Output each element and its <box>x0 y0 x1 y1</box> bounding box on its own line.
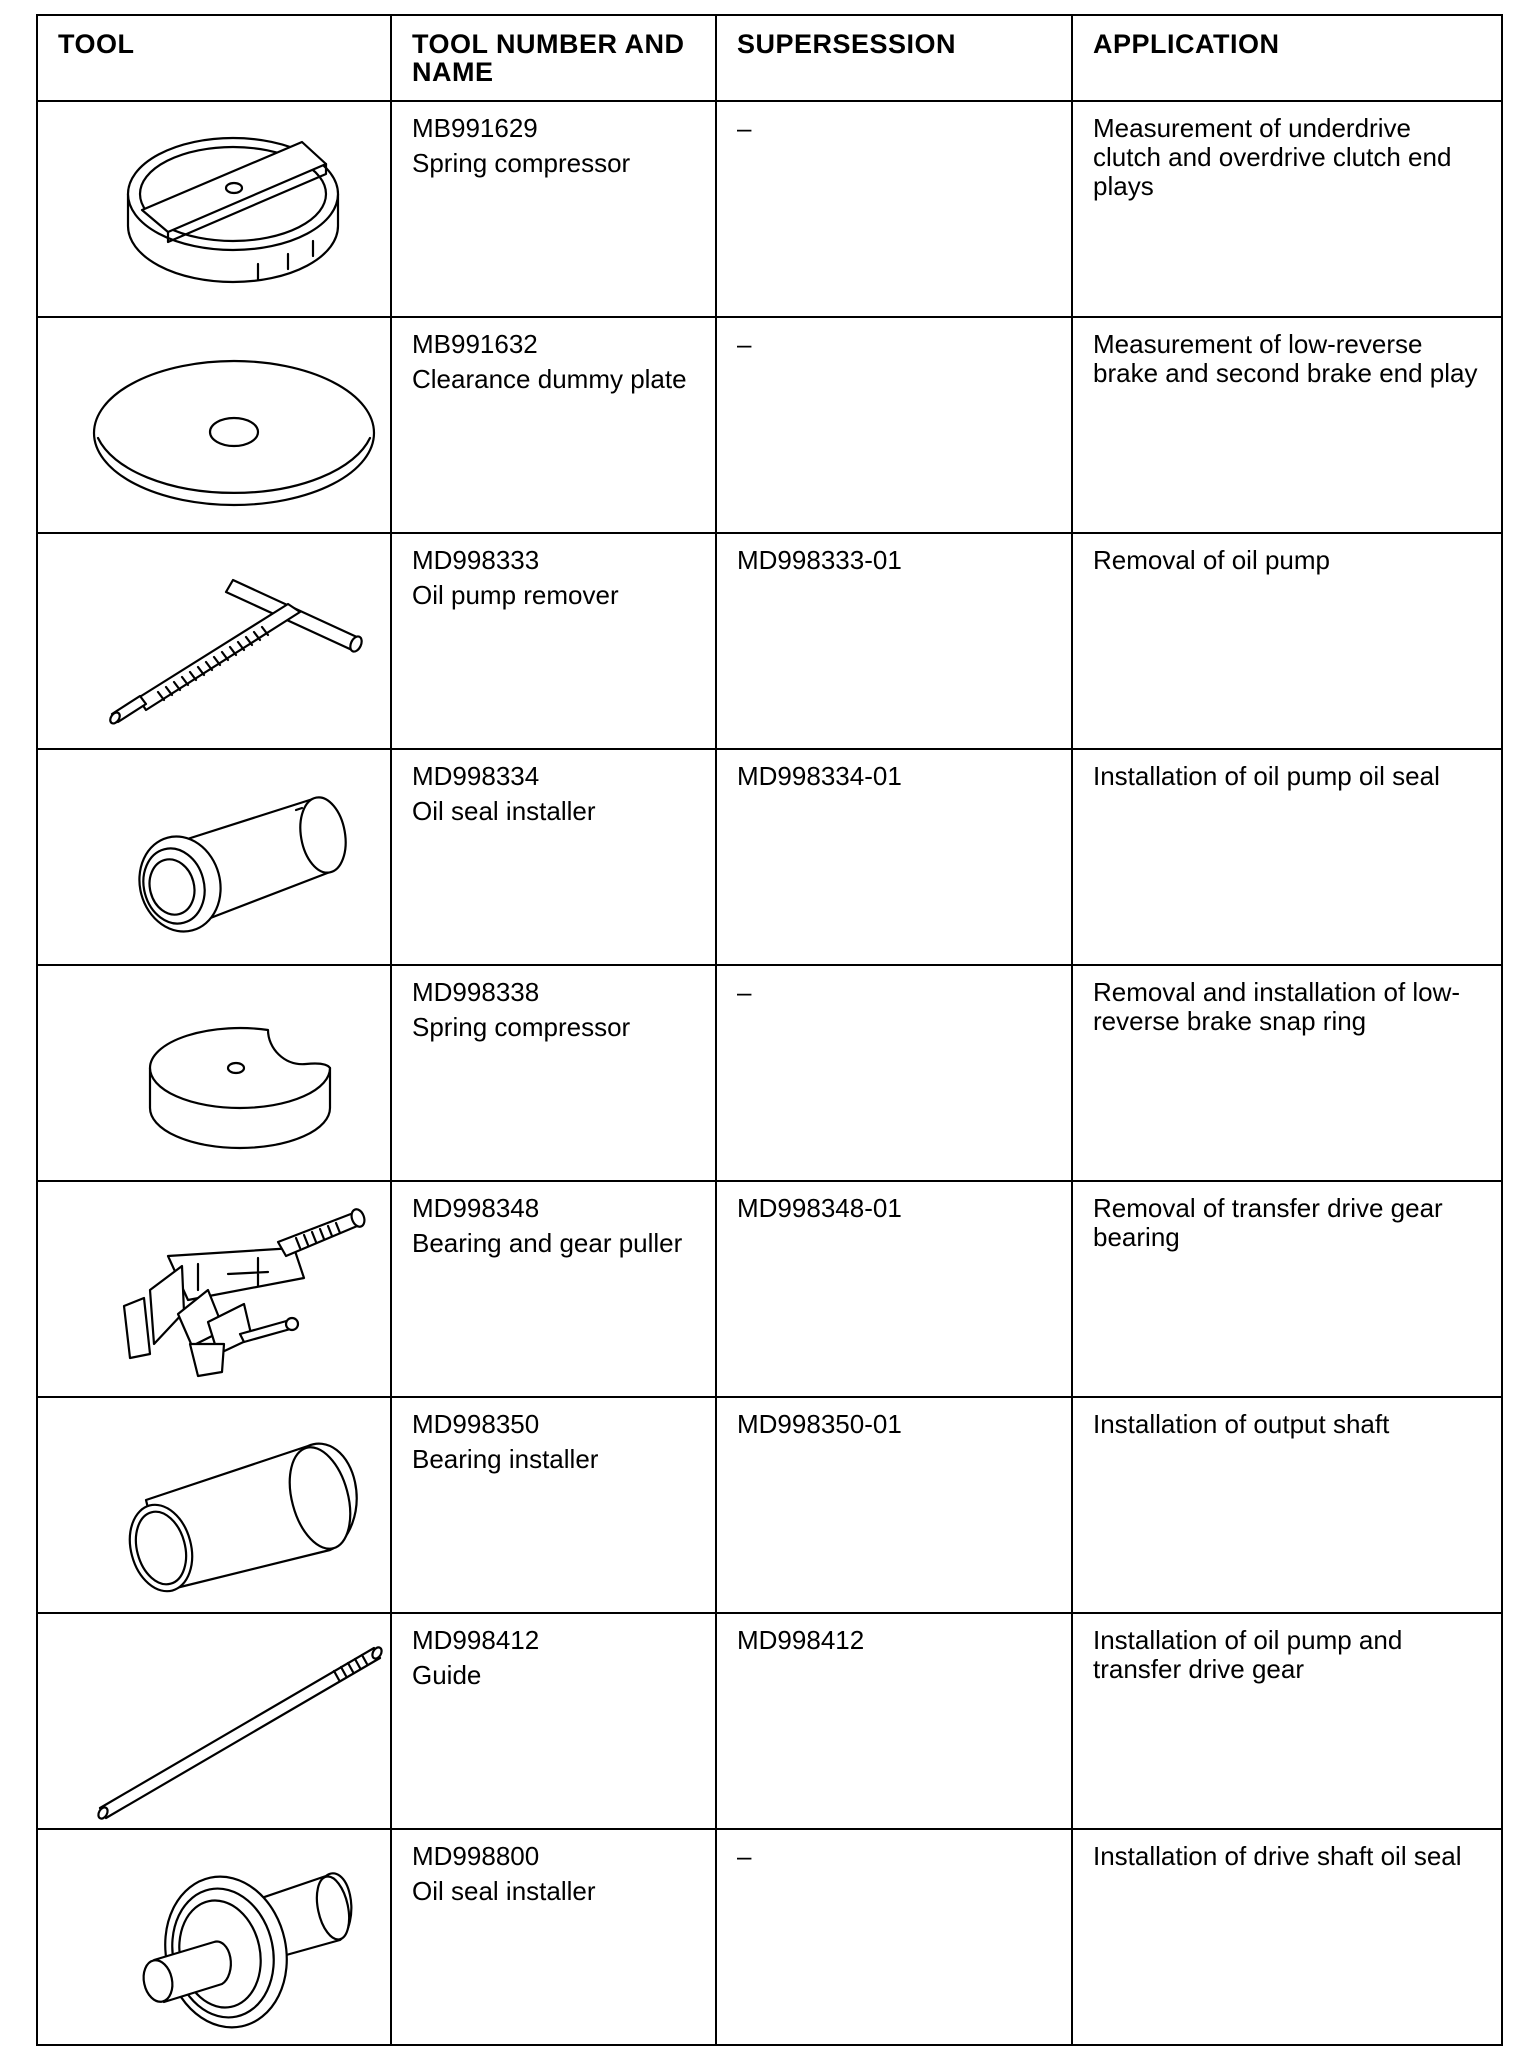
tool-image-cell <box>37 1829 391 2045</box>
tool-image-cell <box>37 317 391 533</box>
tool-number: MB991632 <box>412 329 538 359</box>
tool-name: Spring compressor <box>412 148 631 179</box>
supersession: MD998350-01 <box>716 1397 1072 1613</box>
header-supersession: SUPERSESSION <box>716 15 1072 101</box>
special-tools-table <box>36 14 1503 2046</box>
table-row <box>37 1181 1502 1397</box>
spring-compressor-ring-icon <box>58 114 410 316</box>
table-row <box>37 533 1502 749</box>
supersession: – <box>716 101 1072 317</box>
header-tool-number-and-name: TOOL NUMBER AND NAME <box>391 15 716 101</box>
table-row <box>37 1613 1502 1829</box>
supersession: MD998348-01 <box>716 1181 1072 1397</box>
tool-image-cell <box>37 533 391 749</box>
tool-name: Oil seal installer <box>412 1876 596 1907</box>
table-row <box>37 1397 1502 1613</box>
application: Removal of transfer drive gear bearing <box>1072 1181 1502 1397</box>
application: Removal of oil pump <box>1072 533 1502 749</box>
tool-number: MD998412 <box>412 1625 540 1655</box>
supersession: MD998412 <box>716 1613 1072 1829</box>
tool-number: MD998350 <box>412 1409 540 1439</box>
application: Installation of drive shaft oil seal <box>1072 1829 1502 2045</box>
bearing-gear-puller-icon <box>58 1194 410 1396</box>
tool-name: Oil pump remover <box>412 580 619 611</box>
tool-name: Bearing and gear puller <box>412 1228 683 1259</box>
table-row <box>37 101 1502 317</box>
tool-number: MD998334 <box>412 761 540 791</box>
tool-name: Spring compressor <box>412 1012 631 1043</box>
drive-shaft-seal-installer-icon <box>58 1842 410 2044</box>
application: Measurement of underdrive clutch and overdrive clutch end plays <box>1072 101 1502 317</box>
tool-image-cell <box>37 965 391 1181</box>
application: Installation of oil pump and transfer drive gear <box>1072 1613 1502 1829</box>
supersession: MD998334-01 <box>716 749 1072 965</box>
tool-name: Clearance dummy plate <box>412 364 687 395</box>
tool-image-cell <box>37 749 391 965</box>
clearance-dummy-plate-icon <box>58 330 410 532</box>
supersession: MD998333-01 <box>716 533 1072 749</box>
tool-image-cell <box>37 1397 391 1613</box>
application: Measurement of low-reverse brake and second brake end play <box>1072 317 1502 533</box>
application: Installation of oil pump oil seal <box>1072 749 1502 965</box>
table-row <box>37 317 1502 533</box>
header-row <box>37 15 1502 101</box>
tool-number: MD998800 <box>412 1841 540 1871</box>
guide-rod-icon <box>58 1626 410 1828</box>
spring-compressor-cutout-icon <box>58 978 410 1180</box>
supersession: – <box>716 965 1072 1181</box>
tool-number: MB991629 <box>412 113 538 143</box>
header-tool: TOOL <box>37 15 391 101</box>
oil-pump-remover-icon <box>58 546 410 748</box>
supersession: – <box>716 1829 1072 2045</box>
table-row <box>37 749 1502 965</box>
application: Installation of output shaft <box>1072 1397 1502 1613</box>
table-row <box>37 965 1502 1181</box>
application: Removal and installation of low-reverse brake snap ring <box>1072 965 1502 1181</box>
tool-number: MD998338 <box>412 977 540 1007</box>
bearing-installer-icon <box>58 1410 410 1612</box>
tool-name: Guide <box>412 1660 482 1691</box>
oil-seal-installer-icon <box>58 762 410 964</box>
tool-image-cell <box>37 1181 391 1397</box>
tool-name: Bearing installer <box>412 1444 599 1475</box>
table-row <box>37 1829 1502 2045</box>
supersession: – <box>716 317 1072 533</box>
tool-number: MD998348 <box>412 1193 540 1223</box>
tool-image-cell <box>37 101 391 317</box>
tool-number: MD998333 <box>412 545 540 575</box>
tool-name: Oil seal installer <box>412 796 596 827</box>
tool-image-cell <box>37 1613 391 1829</box>
header-application: APPLICATION <box>1072 15 1502 101</box>
